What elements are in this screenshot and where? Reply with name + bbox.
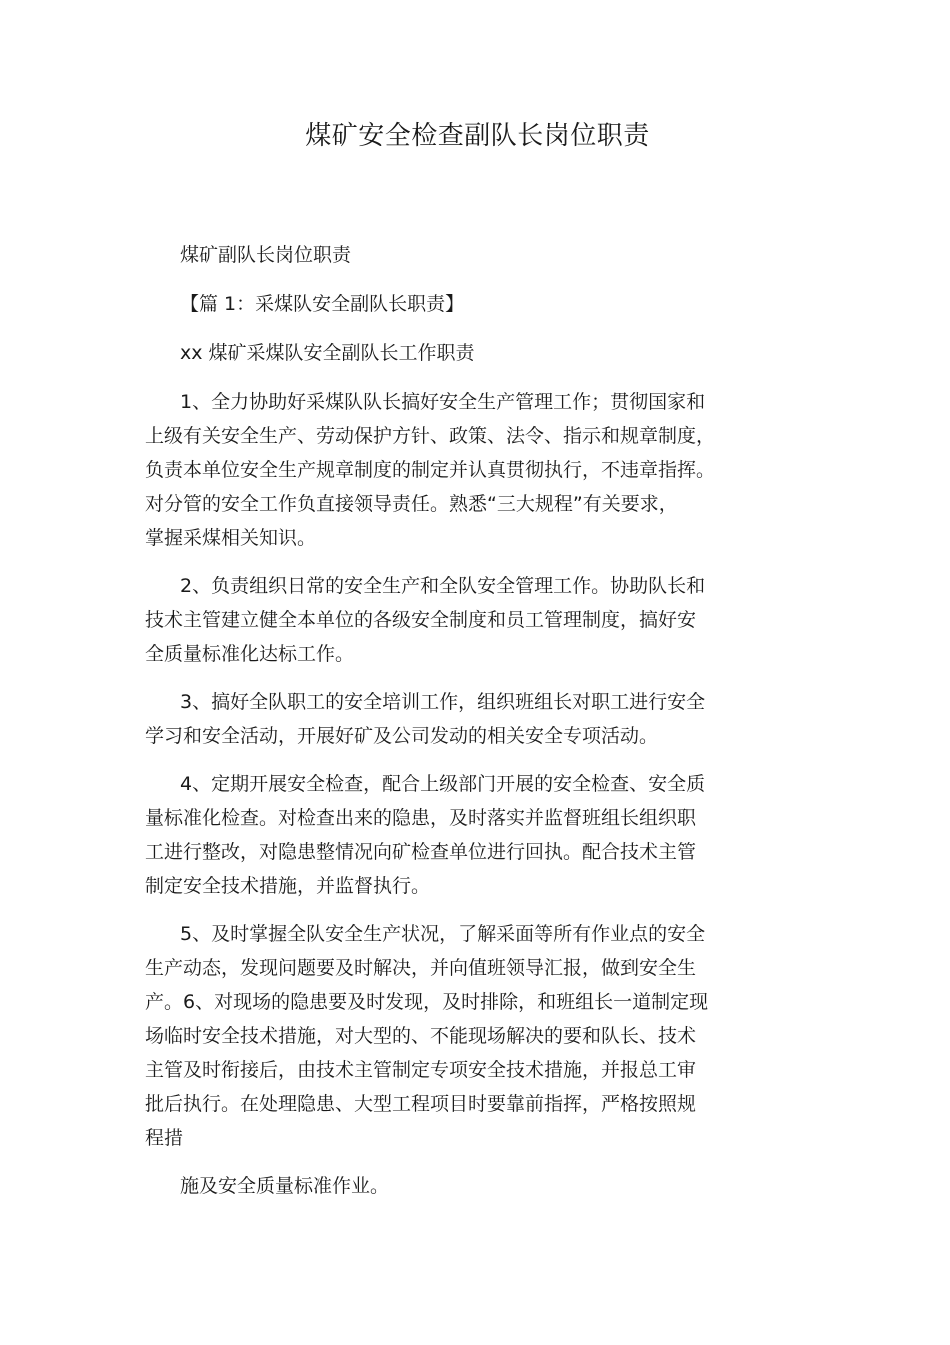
paragraph-line: 工进行整改，对隐患整情况向矿检查单位进行回执。配合技术主管 [145, 841, 697, 863]
doc-heading: xx 煤矿采煤队安全副队长工作职责 [180, 342, 475, 364]
paragraph-line: 产。6、对现场的隐患要及时发现，及时排除，和班组长一道制定现 [145, 991, 709, 1013]
paragraph-line: 学习和安全活动，开展好矿及公司发动的相关安全专项活动。 [145, 725, 659, 747]
paragraph-2 [145, 569, 767, 671]
paragraph-line: 上级有关安全生产、劳动保护方针、政策、法令、指示和规章制度， [145, 425, 716, 447]
paragraph-5 [145, 917, 767, 1155]
paragraph-line: 制定安全技术措施，并监督执行。 [145, 875, 431, 897]
paragraph-line: 主管及时衔接后，由技术主管制定专项安全技术措施，并报总工审 [145, 1059, 697, 1081]
paragraph-line: 2、负责组织日常的安全生产和全队安全管理工作。协助队长和 [180, 575, 706, 597]
paragraph-line: 负责本单位安全生产规章制度的制定并认真贯彻执行，不违章指挥。 [145, 459, 716, 481]
document-body [145, 238, 767, 1218]
paragraph-line: 对分管的安全工作负直接领导责任。熟悉“三大规程”有关要求， [145, 493, 678, 515]
paragraph-line: 技术主管建立健全本单位的各级安全制度和员工管理制度，搞好安 [145, 609, 697, 631]
paragraph-4 [145, 767, 767, 903]
paragraph-line: 批后执行。在处理隐患、大型工程项目时要靠前指挥，严格按照规 [145, 1093, 697, 1115]
paragraph-1 [145, 385, 767, 555]
section-header: 【篇 1：采煤队安全副队长职责】 [180, 293, 465, 315]
paragraph-3 [145, 685, 767, 753]
paragraph-line: 1、全力协助好采煤队队长搞好安全生产管理工作；贯彻国家和 [180, 391, 706, 413]
paragraph-line: 场临时安全技术措施，对大型的、不能现场解决的要和队长、技术 [145, 1025, 697, 1047]
paragraph-line: 程措 [145, 1127, 184, 1149]
paragraph-line: 生产动态，发现问题要及时解决，并向值班领导汇报，做到安全生 [145, 957, 697, 979]
paragraph-line: 量标准化检查。对检查出来的隐患，及时落实并监督班组长组织职 [145, 807, 697, 829]
paragraph-line: 3、搞好全队职工的安全培训工作，组织班组长对职工进行安全 [180, 691, 706, 713]
closing-line: 施及安全质量标准作业。 [180, 1175, 390, 1197]
paragraph-line: 4、定期开展安全检查，配合上级部门开展的安全检查、安全质 [180, 773, 706, 795]
paragraph-line: 掌握采煤相关知识。 [145, 527, 317, 549]
document-title: 煤矿安全检查副队长岗位职责 [305, 121, 650, 151]
paragraph-line: 5、及时掌握全队安全生产状况，了解采面等所有作业点的安全 [180, 923, 706, 945]
subtitle: 煤矿副队长岗位职责 [180, 244, 352, 266]
paragraph-line: 全质量标准化达标工作。 [145, 643, 355, 665]
